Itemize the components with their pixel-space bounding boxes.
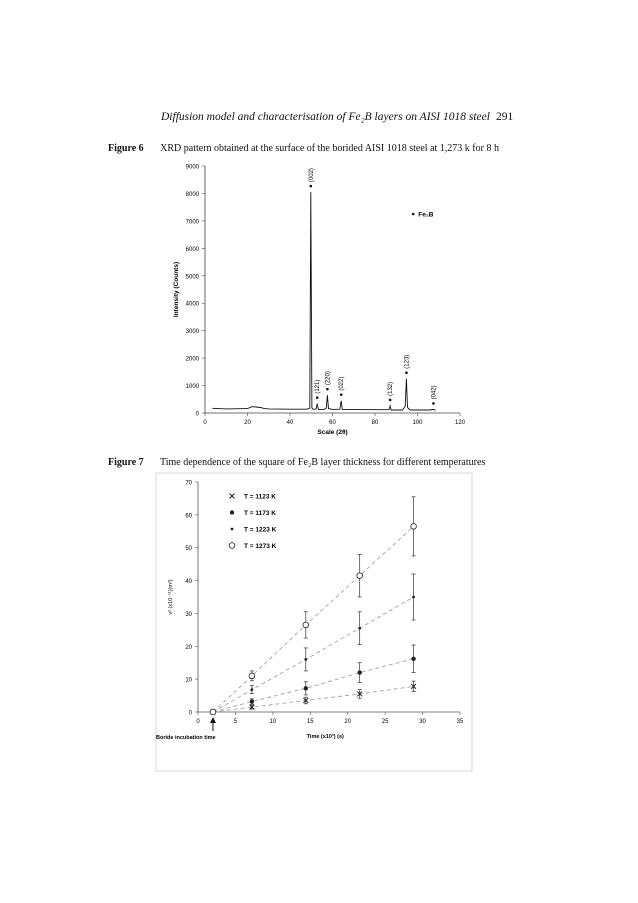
legend-marker: [412, 213, 415, 216]
y-tick-label: 6000: [185, 246, 199, 253]
legend-label: T = 1123 K: [244, 493, 276, 501]
y-tick-label: 0: [188, 710, 192, 717]
y-tick-label: 10: [185, 677, 192, 684]
xrd-pattern-line: [212, 192, 438, 410]
x-tick-label: 120: [454, 420, 466, 426]
y-tick-label: 30: [185, 611, 192, 618]
x-tick-label: 0: [203, 420, 207, 426]
peak-marker: [389, 399, 392, 402]
x-tick-label: 35: [456, 719, 464, 725]
annotation-label: Boride incubation time: [156, 735, 216, 741]
x-axis-label: Scale (2θ): [317, 429, 348, 436]
figure7-label: Figure 7: [108, 457, 144, 468]
x-tick-label: 0: [196, 719, 200, 725]
chart-frame: [156, 473, 472, 771]
data-point: [411, 524, 417, 530]
y-tick-label: 0: [195, 411, 199, 418]
x-tick-label: 10: [269, 719, 277, 725]
peak-label: (132): [388, 381, 395, 396]
x-axis-label: Time (x10³) (s): [306, 734, 344, 740]
data-point: [303, 622, 309, 628]
y-tick-label: 8000: [185, 191, 199, 198]
y-tick-label: 3000: [185, 329, 199, 336]
legend-label: Fe₂B: [418, 211, 434, 219]
y-axis-label: Intensity (Counts): [173, 261, 180, 318]
figure6-caption: [108, 143, 499, 154]
legend-marker: [229, 543, 235, 549]
x-tick-label: 15: [306, 719, 314, 725]
peak-label: (123): [404, 354, 411, 369]
figure7-caption: [108, 457, 485, 468]
x-tick-label: 100: [412, 420, 423, 426]
legend-label: T = 1173 K: [244, 510, 276, 517]
data-point: [411, 657, 415, 661]
trend-line: [213, 659, 414, 712]
x-tick-label: 60: [329, 420, 336, 426]
thickness-chart: [150, 470, 480, 780]
y-tick-label: 1000: [185, 384, 199, 391]
y-tick-label: 2000: [185, 356, 199, 363]
page-number: 291: [496, 111, 514, 123]
figure7-caption-text: Time dependence of the square of Fe₂B layer thickness for different temperatures: [159, 457, 486, 468]
y-tick-label: 5000: [185, 274, 199, 281]
trend-line: [213, 686, 414, 712]
x-tick-label: 30: [419, 719, 426, 725]
y-tick-label: 7000: [185, 219, 199, 226]
x-tick-label: 5: [233, 719, 238, 725]
y-tick-label: 9000: [185, 164, 199, 171]
peak-label: (002): [308, 168, 315, 183]
trend-line: [213, 526, 414, 712]
data-point: [357, 670, 361, 674]
peak-marker: [316, 396, 319, 399]
data-point: [357, 573, 363, 579]
y-tick-label: 20: [185, 644, 192, 651]
y-axis-label: v² (x10⁻¹¹)(m²): [168, 579, 174, 615]
legend-marker: [230, 510, 234, 514]
peak-marker: [340, 393, 343, 396]
legend-label: T = 1273 K: [244, 543, 277, 550]
y-tick-label: 50: [185, 546, 192, 553]
xrd-chart: [155, 156, 475, 446]
running-head-title: Diffusion model and characterisation of Fe₂B layers on AISI 1018 steel: [161, 111, 490, 123]
y-tick-label: 40: [185, 579, 192, 586]
figure6-label: Figure 6: [108, 143, 144, 154]
data-point: [304, 686, 308, 690]
y-tick-label: 60: [185, 513, 192, 520]
data-point: [304, 658, 307, 661]
data-point: [250, 699, 254, 703]
x-tick-label: 25: [381, 719, 389, 725]
peak-label: (121): [315, 379, 322, 394]
legend-label: T = 1223 K: [244, 526, 277, 534]
peak-marker: [326, 388, 329, 391]
x-tick-label: 20: [244, 420, 251, 426]
data-point: [358, 627, 361, 630]
data-point: [412, 596, 415, 599]
peak-label: (022): [339, 376, 346, 391]
peak-label: (220): [325, 371, 332, 386]
x-tick-label: 40: [286, 420, 294, 426]
legend-marker: [231, 528, 234, 531]
trend-line: [213, 597, 414, 712]
x-tick-label: 80: [371, 420, 379, 426]
peak-marker: [310, 185, 313, 188]
data-point: [210, 709, 216, 715]
data-point: [250, 688, 253, 691]
data-point: [249, 673, 255, 679]
legend-marker: [230, 494, 235, 499]
peak-marker: [405, 371, 408, 374]
peak-label: (042): [431, 385, 438, 400]
x-tick-label: 20: [344, 719, 352, 725]
peak-marker: [432, 402, 435, 405]
y-tick-label: 70: [185, 480, 192, 487]
y-tick-label: 4000: [185, 301, 199, 308]
figure6-caption-text: XRD pattern obtained at the surface of the borided AISI 1018 steel at 1,273 k for 8 h: [160, 143, 499, 154]
